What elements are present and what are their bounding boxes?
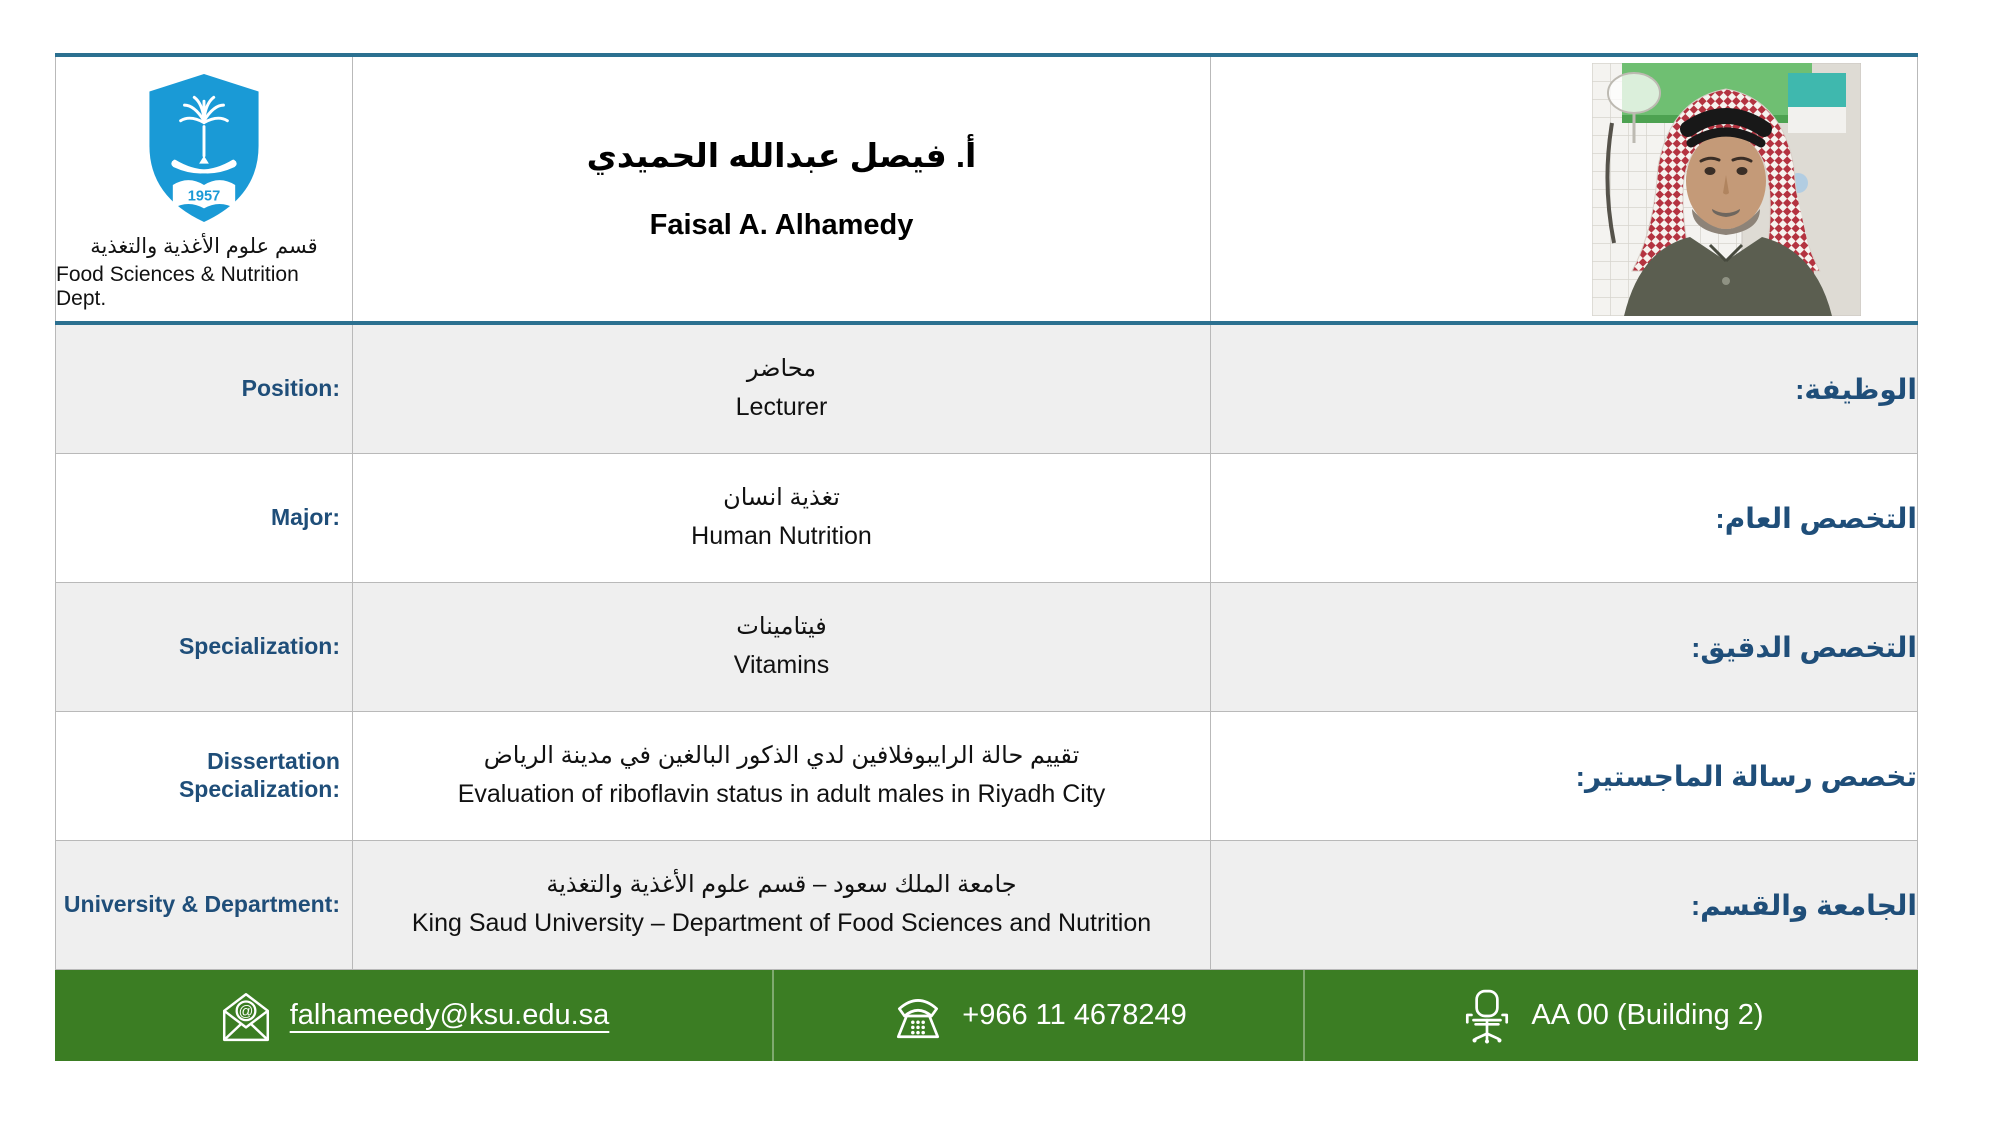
row-label-ar: التخصص العام: [1715,502,1917,534]
row-value-arabic: جامعة الملك سعود – قسم علوم الأغذية والتغذية [546,870,1017,898]
svg-text:1957: 1957 [187,188,221,205]
row-value-arabic: تغذية انسان [723,483,840,511]
person-name-english: Faisal A. Alhamedy [649,209,914,241]
email-link[interactable]: falhameedy@ksu.edu.sa [289,999,610,1031]
row-university-department [55,841,1918,970]
row-value-arabic: تقييم حالة الرايبوفلافين لدي الذكور البالغين في مدينة الرياض [483,741,1080,769]
row-label-ar: الجامعة والقسم: [1690,889,1917,921]
row-value-english: King Saud University – Department of Food Sciences and Nutrition [411,909,1152,938]
person-name-arabic: أ. فيصل عبدالله الحميدي [586,137,977,174]
row-value-english: Lecturer [735,393,828,422]
office-location-section [1303,970,1918,1061]
row-value [353,583,1211,711]
row-label-en: Major: [56,454,353,582]
name-cell [353,57,1211,321]
row-value [353,454,1211,582]
row-value-english: Evaluation of riboflavin status in adult males in Riyadh City [457,780,1106,809]
row-label-ar: الوظيفة: [1795,373,1917,405]
header-row [55,57,1918,321]
office-chair-icon [1459,988,1515,1044]
row-label-ar: تخصص رسالة الماجستير: [1575,760,1917,792]
row-label-en: Dissertation Specialization: [56,712,353,840]
email-section [55,970,772,1061]
row-major [55,454,1918,583]
row-value [353,325,1211,453]
svg-text:@: @ [238,1003,254,1020]
office-location: AA 00 (Building 2) [1531,999,1764,1031]
row-value-arabic: فيتامينات [736,612,827,640]
ksu-logo-icon [145,72,263,224]
row-value [353,841,1211,969]
row-value-english: Human Nutrition [691,522,872,551]
row-specialization [55,583,1918,712]
profile-table [55,53,1918,1061]
row-label-en: Position: [56,325,353,453]
row-label-en: University & Department: [56,841,353,969]
phone-number: +966 11 4678249 [962,999,1187,1031]
row-value-english: Vitamins [733,651,830,680]
department-branding-cell [56,57,353,321]
row-value-arabic: محاضر [746,354,817,382]
contact-footer [55,970,1918,1061]
profile-photo [1592,63,1861,316]
photo-cell [1211,57,1917,321]
row-label-ar: التخصص الدقيق: [1691,631,1917,663]
department-name-arabic: قسم علوم الأغذية والتغذية [90,235,318,258]
row-value [353,712,1211,840]
row-label-en: Specialization: [56,583,353,711]
open-envelope-at-icon [218,988,274,1044]
row-dissertation-specialization [55,712,1918,841]
row-position [55,325,1918,454]
department-name-english: Food Sciences & Nutrition Dept. [56,263,299,310]
phone-section [772,970,1303,1061]
telephone-icon [890,988,946,1044]
